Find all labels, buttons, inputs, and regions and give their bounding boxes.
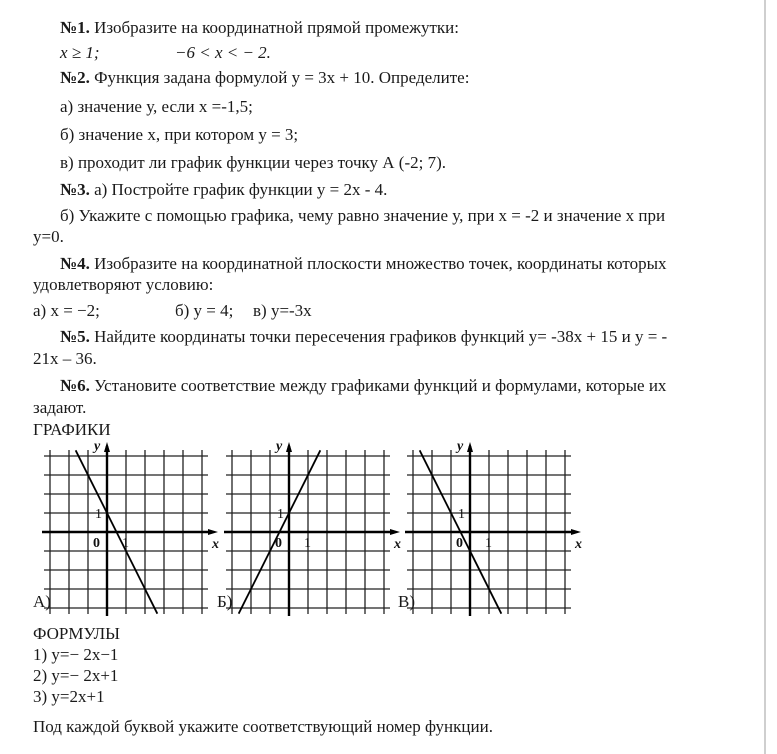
x-axis-arrow	[208, 529, 218, 535]
task-2-item-a: а) значение у, если х =-1,5;	[60, 97, 253, 116]
y-unit-label: 1	[95, 507, 102, 522]
task-6-heading	[60, 376, 666, 396]
graph-a	[40, 438, 220, 603]
task-3-heading	[60, 180, 387, 200]
y-unit-label: 1	[458, 507, 465, 522]
task-4-item-c: в) у=-3х	[253, 301, 312, 320]
y-axis-arrow	[104, 442, 110, 452]
graphs-heading: ГРАФИКИ	[33, 420, 111, 439]
task-text: Найдите координаты точки пересечения графиков функций у= -38х + 15 и у = -	[89, 327, 668, 346]
y-axis-label: y	[457, 439, 464, 454]
task-6-line2: задают.	[33, 398, 87, 417]
graph-c-svg	[403, 438, 583, 603]
x-unit-label: 1	[122, 536, 129, 551]
y-axis-label: y	[94, 439, 101, 454]
task-number: №1.	[60, 18, 90, 37]
x-axis-label: x	[212, 537, 219, 552]
task-number: №4.	[60, 254, 90, 273]
task-text: Изобразите на координатной плоскости множество точек, координаты которых	[89, 254, 667, 273]
task-4-line2: удовлетворяют условию:	[33, 275, 214, 294]
origin-label: 0	[275, 536, 282, 551]
origin-label: 0	[93, 536, 100, 551]
graph-c-letter: В)	[398, 592, 415, 611]
page-edge	[764, 0, 766, 754]
y-axis-arrow	[467, 442, 473, 452]
graph-a-svg	[40, 438, 220, 603]
task-5-heading	[60, 327, 667, 347]
task-1-interval-a: x ≥ 1;	[60, 43, 100, 62]
graph-b-letter: Б)	[217, 592, 233, 611]
x-axis-label: x	[575, 537, 582, 552]
y-axis-arrow	[286, 442, 292, 452]
y-axis-label: y	[276, 439, 283, 454]
graph-b	[222, 438, 402, 603]
graph-c	[403, 438, 583, 603]
task-1-heading	[60, 18, 459, 38]
x-unit-label: 1	[485, 536, 492, 551]
task-2-item-c: в) проходит ли график функции через точку А (-2; 7).	[60, 153, 446, 172]
origin-label: 0	[456, 536, 463, 551]
formula-2: 2) у=− 2х+1	[33, 666, 119, 685]
formula-1: 1) у=− 2х−1	[33, 645, 119, 664]
task-number: №3.	[60, 180, 90, 199]
task-text: Установите соответствие между графиками функций и формулами, которые их	[89, 376, 667, 395]
formulas-heading: ФОРМУЛЫ	[33, 624, 120, 643]
graph-b-svg	[222, 438, 402, 603]
graph-a-letter: А)	[33, 592, 51, 611]
task-4-item-a: а) x = −2;	[33, 301, 100, 320]
task-number: №5.	[60, 327, 90, 346]
task-1-interval-b: −6 < x < − 2.	[175, 43, 271, 62]
task-4-item-b: б) y = 4;	[175, 301, 234, 320]
formula-3: 3) у=2х+1	[33, 687, 105, 706]
y-unit-label: 1	[277, 507, 284, 522]
task-3-item-b-line1: б) Укажите с помощью графика, чему равно значение у, при х = -2 и значение х при	[60, 206, 666, 225]
x-axis-label: x	[394, 537, 401, 552]
task-text: Функция задана формулой у = 3х + 10. Определите:	[89, 68, 470, 87]
footer-instruction: Под каждой буквой укажите соответствующий номер функции.	[33, 717, 493, 736]
task-text: Изобразите на координатной прямой промежутки:	[89, 18, 459, 37]
x-axis-arrow	[571, 529, 581, 535]
task-5-line2: 21х – 36.	[33, 349, 97, 368]
task-text: а) Постройте график функции у = 2х - 4.	[89, 180, 388, 199]
x-axis-arrow	[390, 529, 400, 535]
x-unit-label: 1	[304, 536, 311, 551]
task-2-item-b: б) значение х, при котором у = 3;	[60, 125, 299, 144]
task-4-heading	[60, 254, 667, 274]
task-3-item-b-line2: у=0.	[33, 227, 64, 246]
task-2-heading	[60, 68, 469, 88]
task-number: №2.	[60, 68, 90, 87]
task-number: №6.	[60, 376, 90, 395]
